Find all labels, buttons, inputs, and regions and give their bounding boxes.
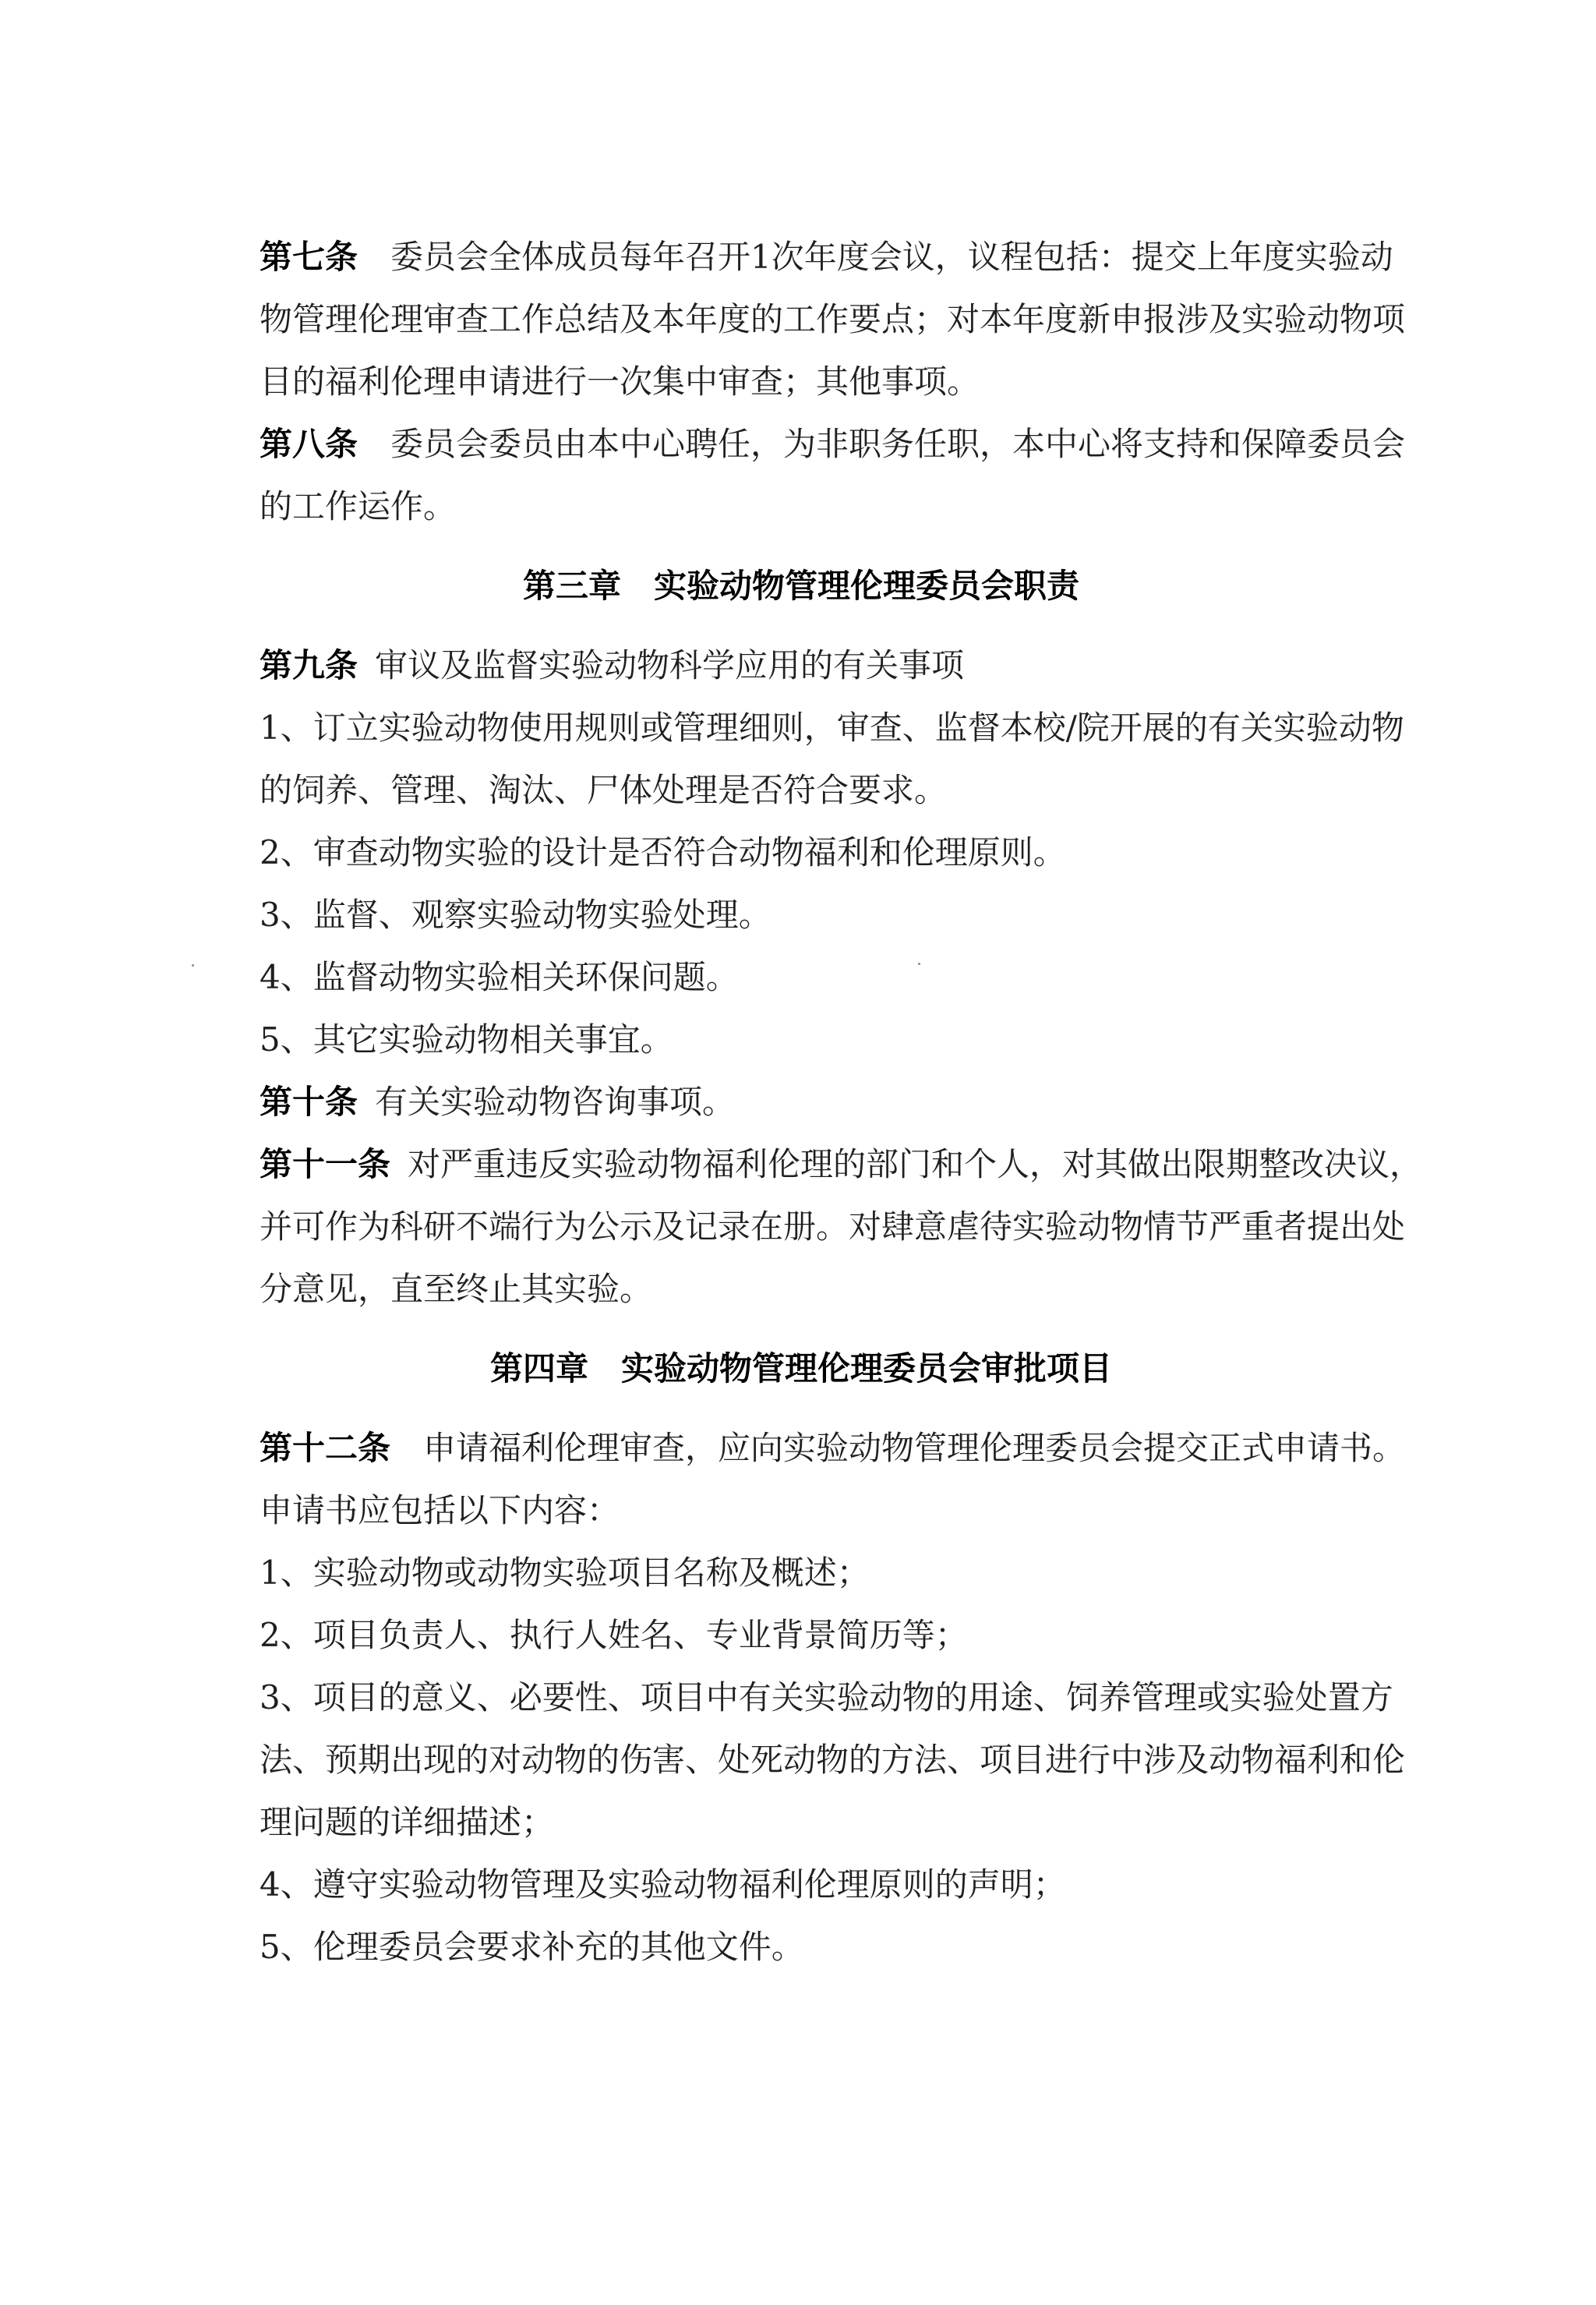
article-12-text: 申请福利伦理审查，应向实验动物管理伦理委员会提交正式申请书。: [423, 1429, 1406, 1467]
article-9-item-4: 4、监督动物实验相关环保问题。: [260, 958, 739, 996]
article-12-item-3-line-1: 3、项目的意义、必要性、项目中有关实验动物的用途、饲养管理或实验处置方: [260, 1678, 1393, 1716]
article-12-item-3-line-3: 理问题的详细描述；: [260, 1803, 555, 1841]
article-12-line-2: 申请书应包括以下内容：: [260, 1491, 620, 1529]
document-body: [260, 226, 1423, 1978]
article-7-line-1: [260, 226, 1393, 288]
article-12-item-2: 2、项目负责人、执行人姓名、专业背景简历等；: [260, 1616, 968, 1654]
article-11-line-3: 分意见，直至终止其实验。: [260, 1270, 653, 1308]
chapter-4-number: 第四章: [489, 1349, 588, 1388]
article-8-label: 第八条: [260, 425, 358, 463]
article-7-label: 第七条: [260, 238, 358, 276]
scan-speck: [192, 964, 194, 967]
article-9-text: 审议及监督实验动物科学应用的有关事项: [375, 646, 965, 684]
chapter-3-title: 实验动物管理伦理委员会职责: [654, 567, 1080, 605]
article-9-item-1-line-2: 的饲养、管理、淘汰、尸体处理是否符合要求。: [260, 771, 948, 809]
article-9-line-1: [260, 635, 1343, 697]
article-7-line-2: 物管理伦理审查工作总结及本年度的工作要点；对本年度新申报涉及实验动物项: [260, 300, 1406, 338]
article-9-item-1-line-1: 1、订立实验动物使用规则或管理细则，审查、监督本校/院开展的有关实验动物: [260, 709, 1404, 747]
chapter-3-heading: [260, 538, 1343, 635]
article-9-item-2: 2、审查动物实验的设计是否符合动物福利和伦理原则。: [260, 833, 1066, 871]
article-7-text: 委员会全体成员每年召开1次年度会议，议程包括：提交上年度实验动: [390, 238, 1393, 276]
article-9-item-3: 3、监督、观察实验动物实验处理。: [260, 896, 772, 934]
article-8-line-1: [260, 413, 1406, 475]
article-10-line: [260, 1071, 1343, 1133]
article-12-item-4: 4、遵守实验动物管理及实验动物福利伦理原则的声明；: [260, 1865, 1066, 1904]
article-7-line-3: 目的福利伦理申请进行一次集中审查；其他事项。: [260, 362, 980, 401]
article-10-text: 有关实验动物咨询事项。: [375, 1083, 736, 1121]
article-11-line-2: 并可作为科研不端行为公示及记录在册。对肆意虐待实验动物情节严重者提出处: [260, 1207, 1406, 1246]
article-10-label: 第十条: [260, 1083, 358, 1121]
chapter-4-heading: [260, 1320, 1343, 1417]
article-12-item-5: 5、伦理委员会要求补充的其他文件。: [260, 1928, 804, 1966]
article-12-line-1: [260, 1417, 1406, 1480]
article-12-item-3-line-2: 法、预期出现的对动物的伤害、处死动物的方法、项目进行中涉及动物福利和伦: [260, 1741, 1406, 1779]
article-9-label: 第九条: [260, 646, 358, 684]
article-9-item-5: 5、其它实验动物相关事宜。: [260, 1020, 673, 1059]
article-8-line-2: 的工作运作。: [260, 487, 457, 525]
article-11-text: 对严重违反实验动物福利伦理的部门和个人，对其做出限期整改决议，: [408, 1145, 1423, 1183]
chapter-3-number: 第三章: [522, 567, 621, 605]
chapter-4-title: 实验动物管理伦理委员会审批项目: [621, 1349, 1113, 1388]
article-11-line-1: [260, 1133, 1423, 1196]
article-11-label: 第十一条: [260, 1145, 391, 1183]
article-12-label: 第十二条: [260, 1429, 391, 1467]
article-8-text: 委员会委员由本中心聘任，为非职务任职，本中心将支持和保障委员会: [390, 425, 1406, 463]
article-12-item-1: 1、实验动物或动物实验项目名称及概述；: [260, 1554, 870, 1592]
